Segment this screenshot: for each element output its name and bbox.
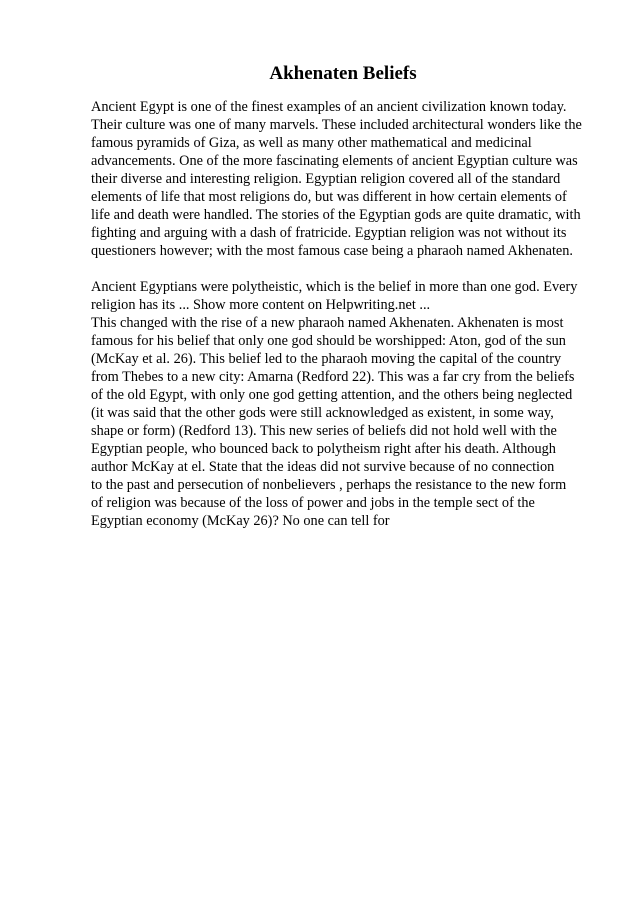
text-line: Egyptian economy (McKay 26)? No one can tell for xyxy=(91,513,390,529)
text-line: shape or form) (Redford 13). This new series of beliefs did not hold well with the xyxy=(91,423,557,439)
text-line: (McKay et al. 26). This belief led to the pharaoh moving the capital of the country xyxy=(91,351,562,367)
text-line: This changed with the rise of a new pharaoh named Akhenaten. Akhenaten is most xyxy=(91,315,564,331)
text-line: questioners however; with the most famous case being a pharaoh named Akhenaten. xyxy=(91,243,573,259)
text-line: advancements. One of the more fascinating elements of ancient Egyptian culture was xyxy=(91,153,578,169)
text-line: author McKay at el. State that the ideas did not survive because of no connection xyxy=(91,459,555,475)
text-line: Their culture was one of many marvels. These included architectural wonders like the xyxy=(91,117,582,133)
document-title: Akhenaten Beliefs xyxy=(269,63,417,84)
text-line: Ancient Egypt is one of the finest examples of an ancient civilization known today. xyxy=(91,99,567,115)
text-line: of the old Egypt, with only one god getting attention, and the others being neglected xyxy=(91,387,573,403)
text-line: famous for his belief that only one god should be worshipped: Aton, god of the sun xyxy=(91,333,566,349)
text-line: life and death were handled. The stories of the Egyptian gods are quite dramatic, with xyxy=(91,207,581,223)
text-line: fighting and arguing with a dash of fratricide. Egyptian religion was not without its xyxy=(91,225,567,241)
text-line: their diverse and interesting religion. Egyptian religion covered all of the standard xyxy=(91,171,561,187)
text-line: of religion was because of the loss of power and jobs in the temple sect of the xyxy=(91,495,535,511)
text-line: Egyptian people, who bounced back to polytheism right after his death. Although xyxy=(91,441,556,457)
text-line: (it was said that the other gods were still acknowledged as existent, in some way, xyxy=(91,405,554,421)
paragraph-2 xyxy=(91,278,591,530)
paragraph-gap xyxy=(91,260,591,278)
text-line: elements of life that most religions do, but was different in how certain elements of xyxy=(91,189,567,205)
text-line: famous pyramids of Giza, as well as many other mathematical and medicinal xyxy=(91,135,532,151)
document-page xyxy=(91,62,591,530)
text-line: Ancient Egyptians were polytheistic, which is the belief in more than one god. Every xyxy=(91,279,578,295)
text-line: to the past and persecution of nonbelievers , perhaps the resistance to the new form xyxy=(91,477,567,493)
text-line: religion has its ... Show more content on Helpwriting.net ... xyxy=(91,297,431,313)
text-line: from Thebes to a new city: Amarna (Redford 22). This was a far cry from the beliefs xyxy=(91,369,575,385)
paragraph-1 xyxy=(91,98,591,260)
